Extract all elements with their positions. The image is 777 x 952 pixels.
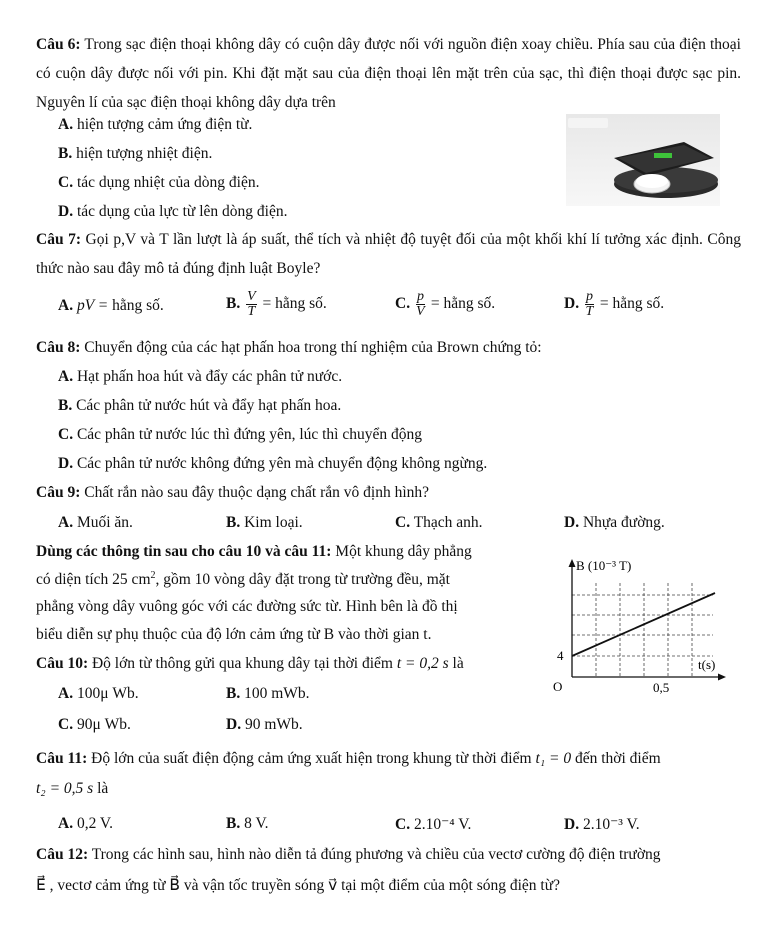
q7-option-b[interactable]: B. $\frac{V}{T}$ = hằng số. <box>226 289 327 319</box>
q11-option-d[interactable]: D. 2.10⁻³ V. <box>564 816 640 833</box>
q6-option-b[interactable]: B. hiện tượng nhiệt điện. <box>58 145 213 162</box>
question-8-label: Câu 8: <box>36 339 81 356</box>
q11-option-c[interactable]: C. 2.10⁻⁴ V. <box>395 816 472 833</box>
question-7-text: Gọi p,V và T lần lượt là áp suất, thể tích và nhiệt độ tuyệt đối của một khối khí lí tưởng xác định. Công thức nào sau đây mô tả đúng định luật Boyle? <box>36 231 742 277</box>
question-8-text: Chuyển động của các hạt phấn hoa trong thí nghiệm của Brown chứng tỏ: <box>84 339 542 356</box>
q9-option-c[interactable]: C. Thạch anh. <box>395 514 483 531</box>
question-8 <box>36 339 542 357</box>
q7-option-d[interactable]: D. $\frac{p}{T}$ = hằng số. <box>564 289 665 319</box>
q10-option-a[interactable]: A. 100μ Wb. <box>58 685 139 702</box>
question-9 <box>36 484 429 502</box>
question-12-label: Câu 12: <box>36 846 89 863</box>
question-9-text: Chất rắn nào sau đây thuộc dạng chất rắn vô định hình? <box>84 484 430 501</box>
graph-y-label: B (10⁻³ T) <box>576 558 632 573</box>
q10-option-b[interactable]: B. 100 mWb. <box>226 685 310 702</box>
question-7 <box>36 225 741 283</box>
q11-option-a[interactable]: A. 0,2 V. <box>58 815 113 832</box>
q9-option-a[interactable]: A. Muối ăn. <box>58 514 133 531</box>
graph-origin: O <box>553 679 563 694</box>
question-12: Câu 12: Trong các hình sau, hình nào diễn tả đúng phương và chiều của vectơ cường độ điện trường <box>36 846 661 863</box>
question-6-text: Trong sạc điện thoại không dây có cuộn dây được nối với nguồn điện xoay chiều. Phía sau của điện thoại có cuộn dây được nối với pin. Khi đặt mặt sau của điện thoại lên mặt trên của sạc, thì điện thoại được sạc pin. Nguyên lí của sạc điện thoại không dây dựa trên <box>36 36 741 111</box>
shared-info-line-1: Dùng các thông tin sau cho câu 10 và câu 11: Một khung dây phẳng <box>36 543 472 560</box>
q9-option-b[interactable]: B. Kim loại. <box>226 514 303 531</box>
shared-info-line-2: có diện tích 25 $cm^2$, gồm 10 vòng dây đặt trong từ trường đều, mặt <box>36 570 450 589</box>
q8-option-b[interactable]: B. Các phân tử nước hút và đẩy hạt phấn hoa. <box>58 397 342 414</box>
q7-option-c[interactable]: C. $\frac{p}{V}$ = hằng số. <box>395 289 496 319</box>
question-11-line-2: t₂ = 0,5 s là <box>36 780 109 797</box>
q10-option-d[interactable]: D. 90 mWb. <box>226 716 303 733</box>
question-11: Câu 11: Độ lớn của suất điện động cảm ứng xuất hiện trong khung từ thời điểm t₁ = 0 đến thời điểm <box>36 750 661 767</box>
graph-data-line <box>572 593 715 656</box>
q11-option-b[interactable]: B. 8 V. <box>226 815 269 832</box>
q7-option-a[interactable]: A. pV = hằng số. <box>58 297 164 314</box>
question-7-label: Câu 7: <box>36 231 82 248</box>
q8-option-a[interactable]: A. Hạt phấn hoa hút và đẩy các phân tử nước. <box>58 368 343 385</box>
question-12-line-2: E⃗ , vectơ cảm ứng từ B⃗ và vận tốc truyền sóng v⃗ tại một điểm của một sóng điện từ? <box>36 877 561 894</box>
question-6 <box>36 30 741 117</box>
q10-option-c[interactable]: C. 90μ Wb. <box>58 716 131 733</box>
graph-x-label: t(s) <box>698 657 716 672</box>
question-10-label: Câu 10: <box>36 655 89 672</box>
shared-info-line-4: biểu diễn sự phụ thuộc của độ lớn cảm ứng từ B vào thời gian t. <box>36 626 432 643</box>
question-11-label: Câu 11: <box>36 750 88 767</box>
question-9-label: Câu 9: <box>36 484 81 501</box>
shared-info-line-3: phẳng vòng dây vuông góc với các đường sức từ. Hình bên là đồ thị <box>36 598 458 615</box>
q9-option-d[interactable]: D. Nhựa đường. <box>564 514 665 531</box>
wireless-charger-image <box>566 114 720 206</box>
question-6-label: Câu 6: <box>36 36 81 53</box>
q6-option-d[interactable]: D. tác dụng của lực từ lên dòng điện. <box>58 203 288 220</box>
question-10: Câu 10: Độ lớn từ thông gửi qua khung dây tại thời điểm t = 0,2 s là <box>36 655 464 672</box>
graph-x-tick: 0,5 <box>653 680 670 695</box>
q8-option-d[interactable]: D. Các phân tử nước không đứng yên mà chuyển động không ngừng. <box>58 455 488 472</box>
q8-option-c[interactable]: C. Các phân tử nước lúc thì đứng yên, lúc thì chuyển động <box>58 426 423 443</box>
q6-option-c[interactable]: C. tác dụng nhiệt của dòng điện. <box>58 174 260 191</box>
shared-info-lead: Dùng các thông tin sau cho câu 10 và câu 11: <box>36 543 332 560</box>
graph-grid <box>572 583 716 677</box>
q6-option-a[interactable]: A. hiện tượng cảm ứng điện từ. <box>58 116 253 133</box>
b-vs-t-graph <box>548 553 738 698</box>
graph-y-tick: 4 <box>557 648 564 663</box>
